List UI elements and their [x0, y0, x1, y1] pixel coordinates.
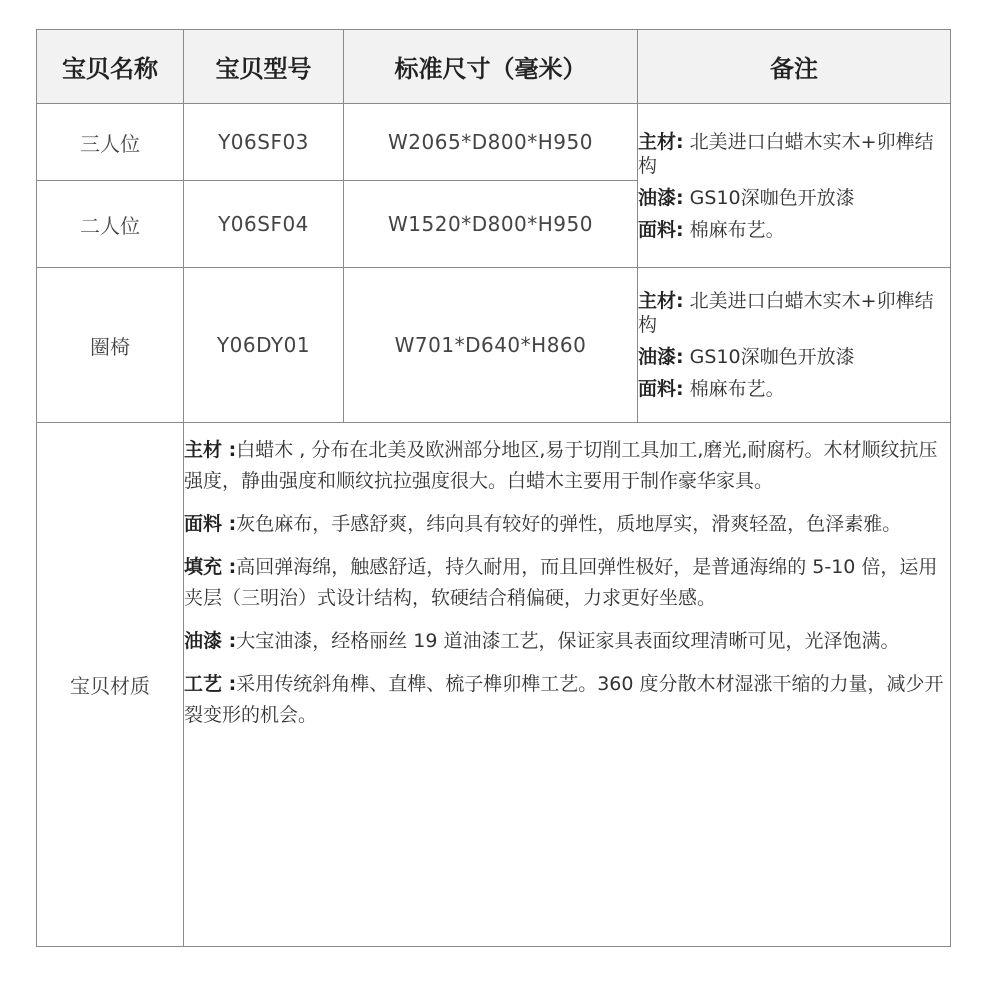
- header-model: 宝贝型号: [184, 30, 344, 104]
- table-row: [37, 268, 951, 423]
- note-fabric: 面料: 棉麻布艺。: [638, 218, 785, 241]
- header-notes: 备注: [638, 30, 951, 104]
- material-paragraph: 主材 :白蜡木 , 分布在北美及欧洲部分地区,易于切削工具加工,磨光,耐腐朽。木材顺纹抗压强度，静曲强度和顺纹抗拉强度很大。白蜡木主要用于制作豪华家具。: [184, 439, 938, 492]
- table-row: [37, 104, 951, 181]
- note-main: 主材: 北美进口白蜡木实木+卯榫结构: [638, 290, 934, 336]
- row-size: W701*D640*H860: [344, 268, 638, 423]
- note-main: 主材: 北美进口白蜡木实木+卯榫结构: [638, 130, 934, 177]
- material-paragraph: 工艺 :采用传统斜角榫、直榫、梳子榫卯榫工艺。360 度分散木材湿涨干缩的力量，减少开裂变形的机会。: [184, 673, 944, 726]
- header-size: 标准尺寸（毫米）: [344, 30, 638, 104]
- material-paragraph: 油漆 :大宝油漆，经格丽丝 19 道油漆工艺，保证家具表面纹理清晰可见，光泽饱满。: [184, 630, 900, 652]
- note-fabric: 面料: 棉麻布艺。: [638, 378, 785, 400]
- row-notes: [638, 268, 951, 423]
- row-name: 三人位: [37, 104, 184, 181]
- header-row: [37, 30, 951, 104]
- row-notes: [638, 104, 951, 268]
- row-size: W2065*D800*H950: [344, 104, 638, 181]
- note-paint: 油漆: GS10深咖色开放漆: [638, 346, 855, 368]
- row-name: 圈椅: [37, 268, 184, 423]
- header-name: 宝贝名称: [37, 30, 184, 104]
- material-paragraph: 面料 :灰色麻布，手感舒爽，纬向具有较好的弹性，质地厚实，滑爽轻盈，色泽素雅。: [184, 513, 902, 535]
- product-spec-table: [36, 29, 951, 947]
- note-paint: 油漆: GS10深咖色开放漆: [638, 186, 855, 209]
- material-row: [37, 423, 951, 947]
- row-model: Y06SF03: [184, 104, 344, 181]
- material-description: [184, 423, 951, 947]
- row-name: 二人位: [37, 181, 184, 268]
- material-label: 宝贝材质: [37, 423, 184, 947]
- row-size: W1520*D800*H950: [344, 181, 638, 268]
- row-model: Y06SF04: [184, 181, 344, 268]
- material-paragraph: 填充 :高回弹海绵，触感舒适，持久耐用，而且回弹性极好，是普通海绵的 5-10 倍，运用夹层（三明治）式设计结构，软硬结合稍偏硬，力求更好坐感。: [184, 556, 938, 609]
- row-model: Y06DY01: [184, 268, 344, 423]
